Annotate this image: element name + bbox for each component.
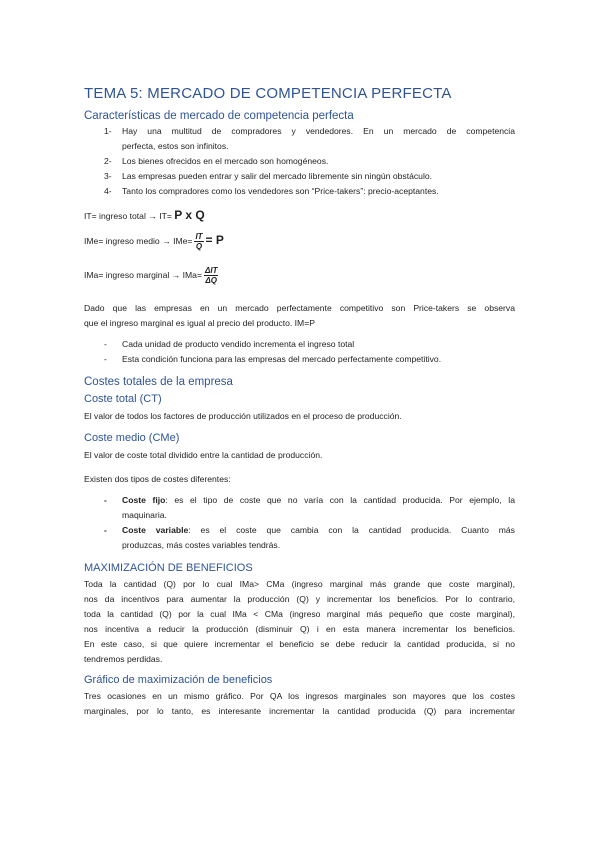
paragraph-line: Existen dos tipos de costes diferentes: <box>84 474 231 484</box>
paragraph-line: El valor de coste total dividido entre la cantidad de producción. <box>84 450 323 460</box>
term-coste-fijo: Coste fijo <box>122 495 166 505</box>
section-heading-grafico: Gráfico de maximización de beneficios <box>84 674 273 686</box>
bullet-text-continued: maquinaria. <box>122 510 167 520</box>
list-item-text: Tanto los compradores como los vendedores son “Price-takers”: precio-aceptantes. <box>122 186 439 196</box>
section-heading-maximizacion: MAXIMIZACIÓN DE BENEFICIOS <box>84 562 253 574</box>
paragraph-line: Dado que las empresas en un mercado perfectamente competitivo son Price-takers se observa <box>84 303 515 313</box>
bullet-dash: - <box>104 525 107 535</box>
list-number: 1- <box>104 126 112 136</box>
bullet-text-coste-fijo <box>122 494 515 506</box>
formula-ingreso-marginal <box>84 265 220 285</box>
paragraph-line: que el ingreso marginal es igual al precio del producto. IM=P <box>84 318 315 328</box>
fraction <box>194 232 203 251</box>
paragraph-line: toda la cantidad (Q) por la cual IMa < CMa (ingreso marginal más pequeño que coste marginal), <box>84 609 515 619</box>
definition-text: : es el tipo de coste que no varía con la cantidad producida. Por ejemplo, la <box>165 495 515 505</box>
definition-text: : es el coste que cambia con la cantidad producida. Cuanto más <box>188 525 515 535</box>
list-number: 3- <box>104 171 112 181</box>
subheading-coste-total: Coste total (CT) <box>84 393 162 405</box>
paragraph-line: tendremos perdidas. <box>84 654 163 664</box>
bullet-dash: - <box>104 495 107 505</box>
paragraph-line: nos da incentivos para aumentar la producción (Q) y incrementar los beneficios. Por lo contrario, <box>84 594 515 604</box>
list-number: 2- <box>104 156 112 166</box>
formula-ingreso-total <box>84 209 205 222</box>
fraction-numerator: ΔIT <box>204 266 218 276</box>
bullet-dash: - <box>104 354 107 364</box>
paragraph-line: En este caso, si que quiere incrementar el beneficio se debe reducir la cantidad producida, si no <box>84 639 515 649</box>
bullet-text: Cada unidad de producto vendido incrementa el ingreso total <box>122 339 355 349</box>
page-title: TEMA 5: MERCADO DE COMPETENCIA PERFECTA <box>84 85 452 102</box>
list-item-text: perfecta, estos son infinitos. <box>122 141 229 151</box>
paragraph-line: Toda la cantidad (Q) por lo cual IMa> CMa (ingreso marginal más grande que coste marginal), <box>84 579 515 589</box>
section-heading-costes: Costes totales de la empresa <box>84 376 233 388</box>
formula-expression: P x Q <box>174 208 205 222</box>
list-item-text: Las empresas pueden entrar y salir del mercado libremente sin ningún obstáculo. <box>122 171 433 181</box>
formula-label: IMe= ingreso medio → IMe= <box>84 236 193 246</box>
subheading-coste-medio: Coste medio (CMe) <box>84 432 180 444</box>
paragraph-line: marginales, por lo tanto, es interesante incrementar la cantidad producida (Q) para incrementar <box>84 706 515 716</box>
paragraph-line: El valor de todos los factores de producción utilizados en el proceso de producción. <box>84 411 402 421</box>
formula-ingreso-medio <box>84 230 224 251</box>
formula-label: IMa= ingreso marginal → IMa= <box>84 270 202 280</box>
list-item-text: Los bienes ofrecidos en el mercado son homogéneos. <box>122 156 329 166</box>
bullet-dash: - <box>104 339 107 349</box>
fraction-denominator: Q <box>195 242 203 252</box>
formula-label: IT= ingreso total → IT= <box>84 211 175 221</box>
bullet-text-continued: produzcas, más costes variables tendrás. <box>122 540 281 550</box>
bullet-text-coste-variable <box>122 524 515 536</box>
paragraph-line: Tres ocasiones en un mismo gráfico. Por QA los ingresos marginales son mayores que los costes <box>84 691 515 701</box>
section-heading-caracteristicas: Características de mercado de competencia perfecta <box>84 110 354 122</box>
list-item-text: Hay una multitud de compradores y vendedores. En un mercado de competencia <box>122 126 515 136</box>
term-coste-variable: Coste variable <box>122 525 189 535</box>
paragraph-line: nos incentiva a reducir la producción (disminuir Q) i en esta manera incrementar los beneficios. <box>84 624 515 634</box>
fraction-numerator: IT <box>195 232 203 242</box>
fraction-denominator: ΔQ <box>205 276 218 286</box>
formula-result: = P <box>205 233 224 247</box>
fraction <box>204 266 218 285</box>
bullet-text: Esta condición funciona para las empresas del mercado perfectamente competitivo. <box>122 354 442 364</box>
list-number: 4- <box>104 186 112 196</box>
